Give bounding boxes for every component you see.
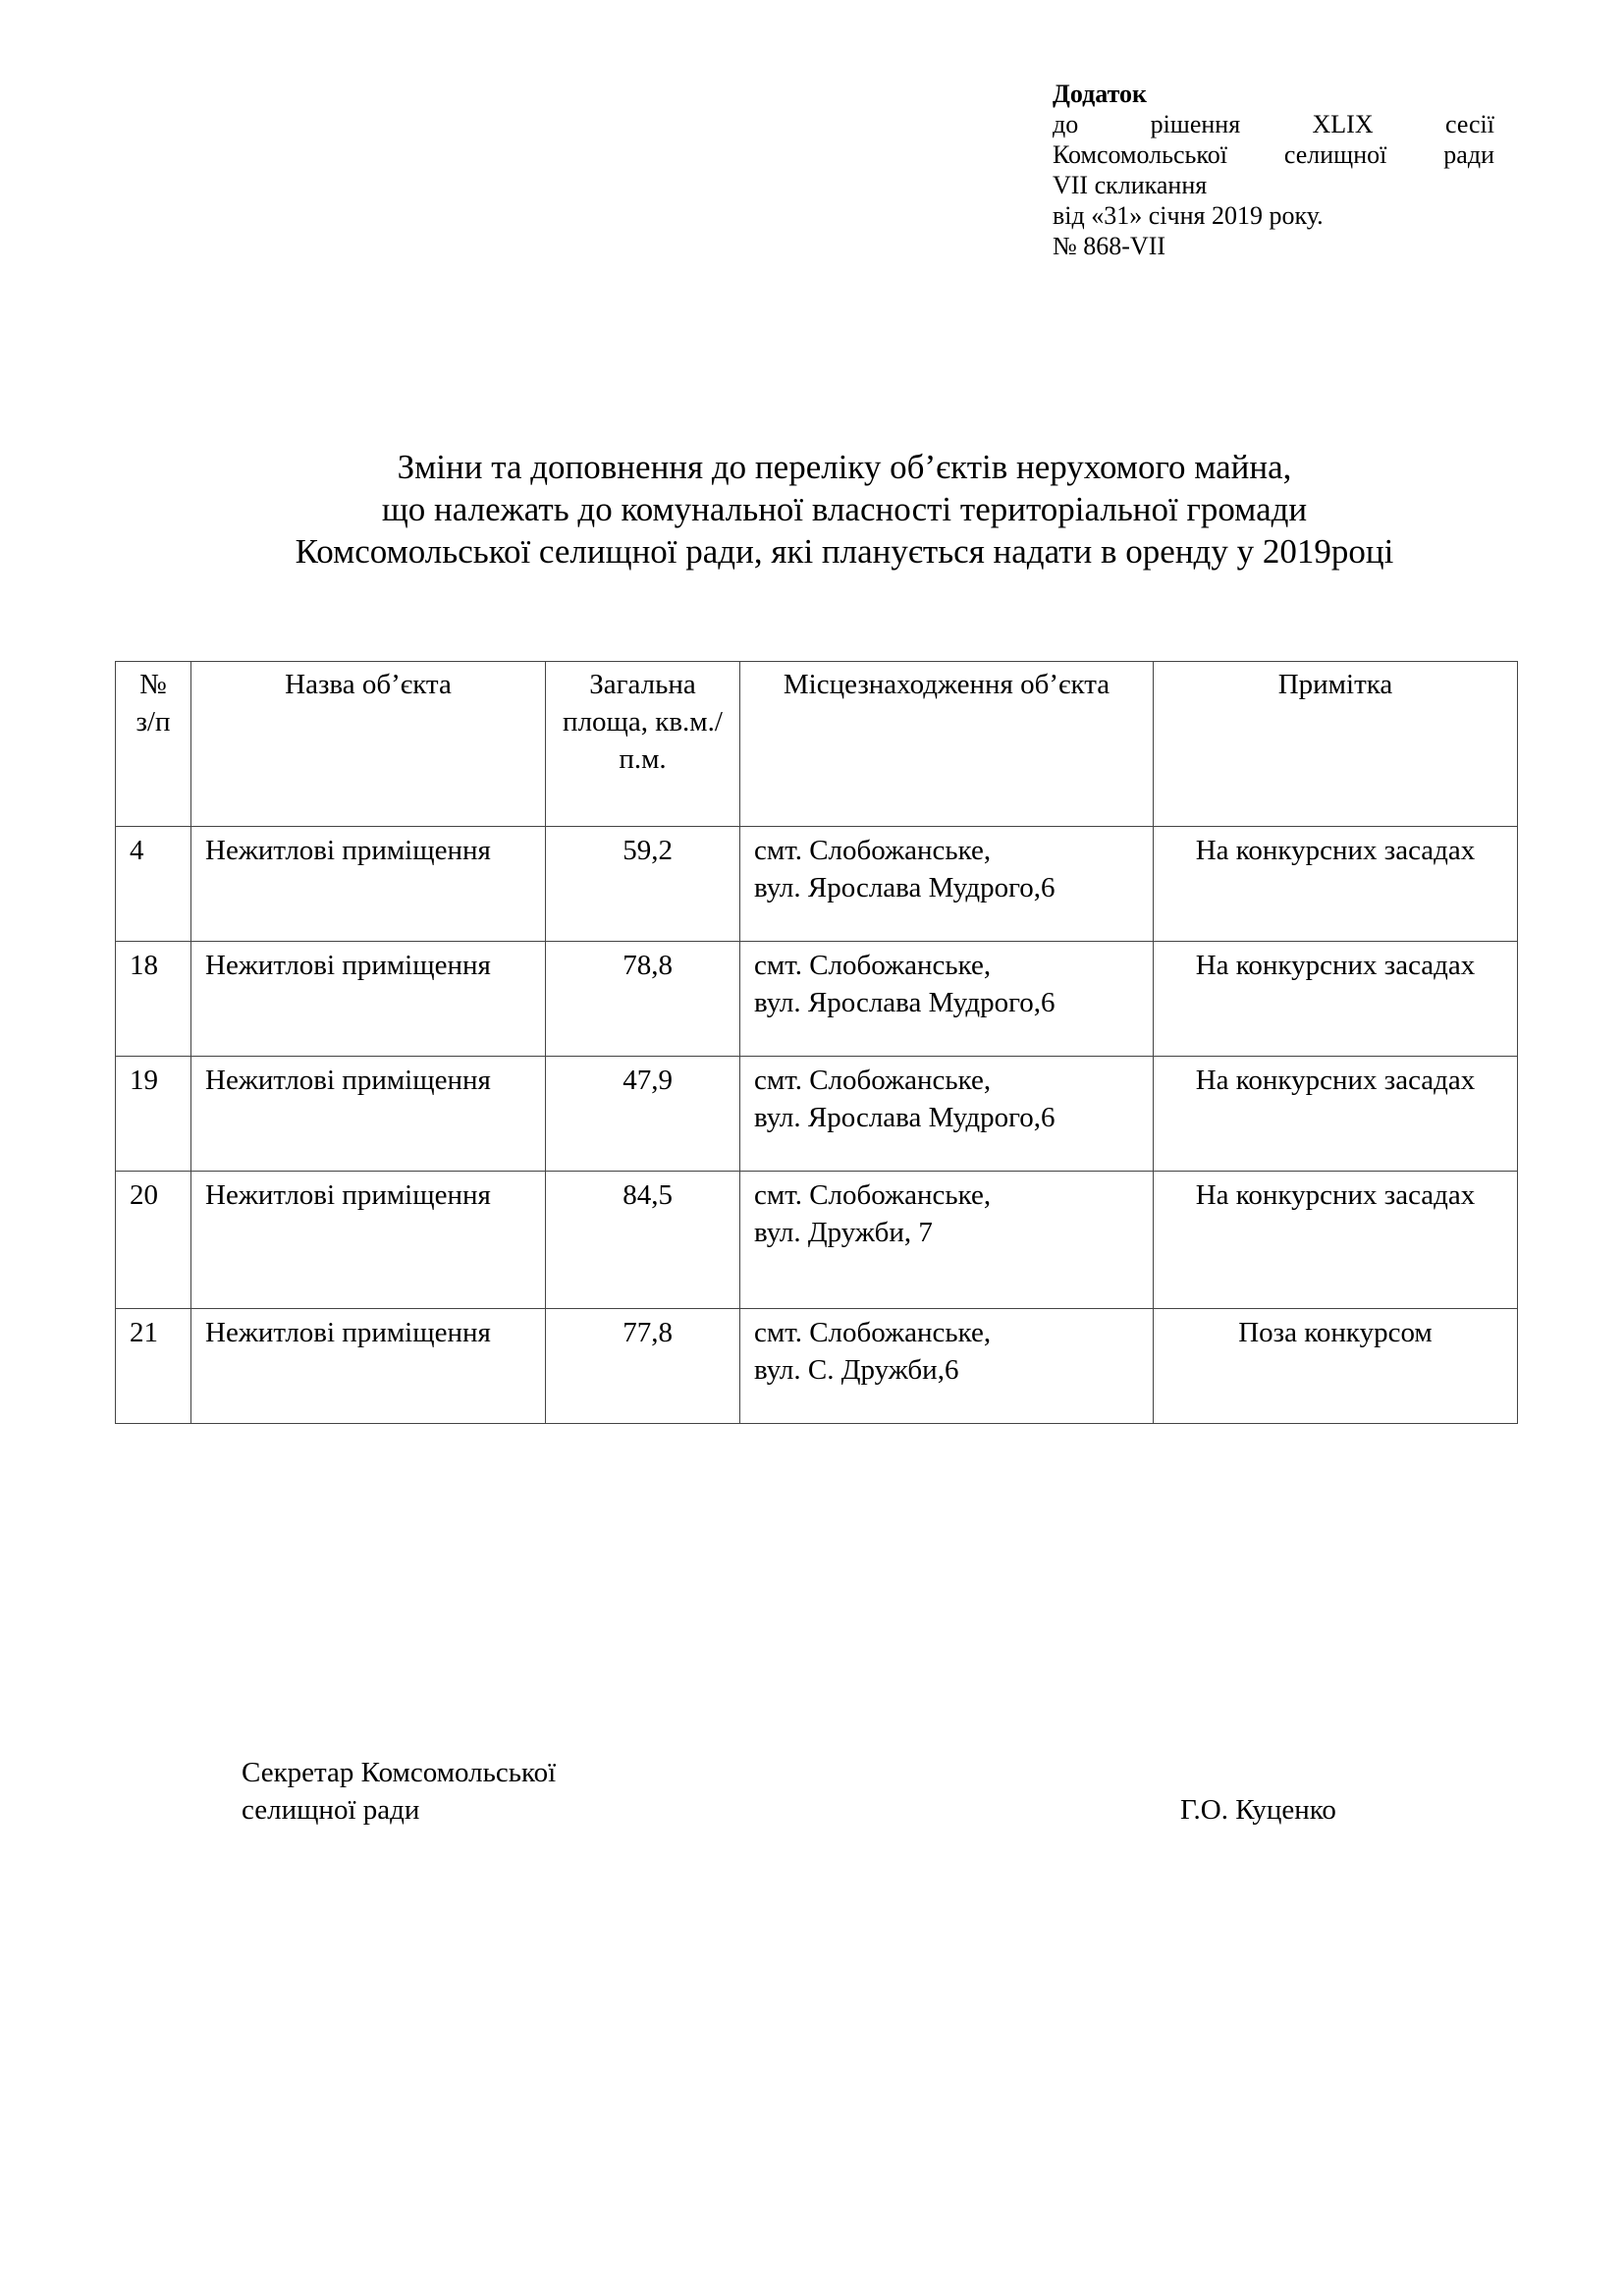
cell-name: Нежитлові приміщення bbox=[191, 942, 546, 1057]
signature-block bbox=[242, 1754, 1371, 1829]
header-name: Назва об’єкта bbox=[191, 662, 546, 827]
addendum-line-number: № 868-VII bbox=[1053, 232, 1166, 260]
cell-number: 18 bbox=[116, 942, 191, 1057]
cell-location bbox=[740, 1309, 1154, 1424]
objects-table bbox=[115, 661, 1518, 1424]
cell-location bbox=[740, 1057, 1154, 1172]
location-street: вул. Дружби, 7 bbox=[754, 1217, 933, 1248]
cell-location bbox=[740, 827, 1154, 942]
table-row bbox=[116, 1309, 1518, 1424]
location-street: вул. С. Дружби,6 bbox=[754, 1354, 959, 1386]
cell-note: На конкурсних засадах bbox=[1154, 942, 1518, 1057]
table-row bbox=[116, 1057, 1518, 1172]
signatory-position: Секретар Комсомольської bbox=[242, 1757, 557, 1788]
addendum-line-decision: до рішення XLIX сесії bbox=[1053, 110, 1494, 138]
cell-location bbox=[740, 942, 1154, 1057]
location-street: вул. Ярослава Мудрого,6 bbox=[754, 1102, 1056, 1133]
document-title bbox=[177, 446, 1512, 573]
cell-number: 19 bbox=[116, 1057, 191, 1172]
addendum-block bbox=[1053, 79, 1494, 261]
header-note: Примітка bbox=[1154, 662, 1518, 827]
location-settlement: смт. Слобожанське, bbox=[754, 950, 992, 981]
cell-area: 84,5 bbox=[546, 1172, 740, 1309]
cell-name: Нежитлові приміщення bbox=[191, 1309, 546, 1424]
header-area: Загальна площа, кв.м./п.м. bbox=[546, 662, 740, 827]
cell-name: Нежитлові приміщення bbox=[191, 1057, 546, 1172]
table-row bbox=[116, 942, 1518, 1057]
document-title-line: Зміни та доповнення до переліку об’єктів нерухомого майна, bbox=[397, 448, 1292, 486]
addendum-line-date: від «31» січня 2019 року. bbox=[1053, 201, 1324, 230]
cell-number: 4 bbox=[116, 827, 191, 942]
cell-number: 20 bbox=[116, 1172, 191, 1309]
header-location: Місцезнаходження об’єкта bbox=[740, 662, 1154, 827]
signatory-name: Г.О. Куценко bbox=[1180, 1794, 1336, 1826]
location-street: вул. Ярослава Мудрого,6 bbox=[754, 872, 1056, 903]
location-settlement: смт. Слобожанське, bbox=[754, 835, 992, 866]
cell-note: На конкурсних засадах bbox=[1154, 827, 1518, 942]
location-settlement: смт. Слобожанське, bbox=[754, 1317, 992, 1348]
addendum-title: Додаток bbox=[1053, 80, 1148, 108]
cell-location bbox=[740, 1172, 1154, 1309]
cell-name: Нежитлові приміщення bbox=[191, 1172, 546, 1309]
cell-area: 77,8 bbox=[546, 1309, 740, 1424]
cell-area: 59,2 bbox=[546, 827, 740, 942]
signatory-position: селищної ради bbox=[242, 1794, 420, 1826]
table-row bbox=[116, 1172, 1518, 1309]
addendum-line-council: Комсомольської селищної ради bbox=[1053, 140, 1494, 169]
cell-note: Поза конкурсом bbox=[1154, 1309, 1518, 1424]
cell-number: 21 bbox=[116, 1309, 191, 1424]
cell-name: Нежитлові приміщення bbox=[191, 827, 546, 942]
table-row bbox=[116, 827, 1518, 942]
cell-note: На конкурсних засадах bbox=[1154, 1172, 1518, 1309]
addendum-line-convocation: VII скликання bbox=[1053, 171, 1208, 199]
header-number: № з/п bbox=[116, 662, 191, 827]
location-settlement: смт. Слобожанське, bbox=[754, 1065, 992, 1096]
cell-area: 78,8 bbox=[546, 942, 740, 1057]
cell-note: На конкурсних засадах bbox=[1154, 1057, 1518, 1172]
table-header-row bbox=[116, 662, 1518, 827]
document-title-line: Комсомольської селищної ради, які планується надати в оренду у 2019році bbox=[295, 532, 1394, 571]
location-settlement: смт. Слобожанське, bbox=[754, 1179, 992, 1211]
cell-area: 47,9 bbox=[546, 1057, 740, 1172]
document-title-line: що належать до комунальної власності територіальної громади bbox=[381, 490, 1308, 528]
location-street: вул. Ярослава Мудрого,6 bbox=[754, 987, 1056, 1018]
